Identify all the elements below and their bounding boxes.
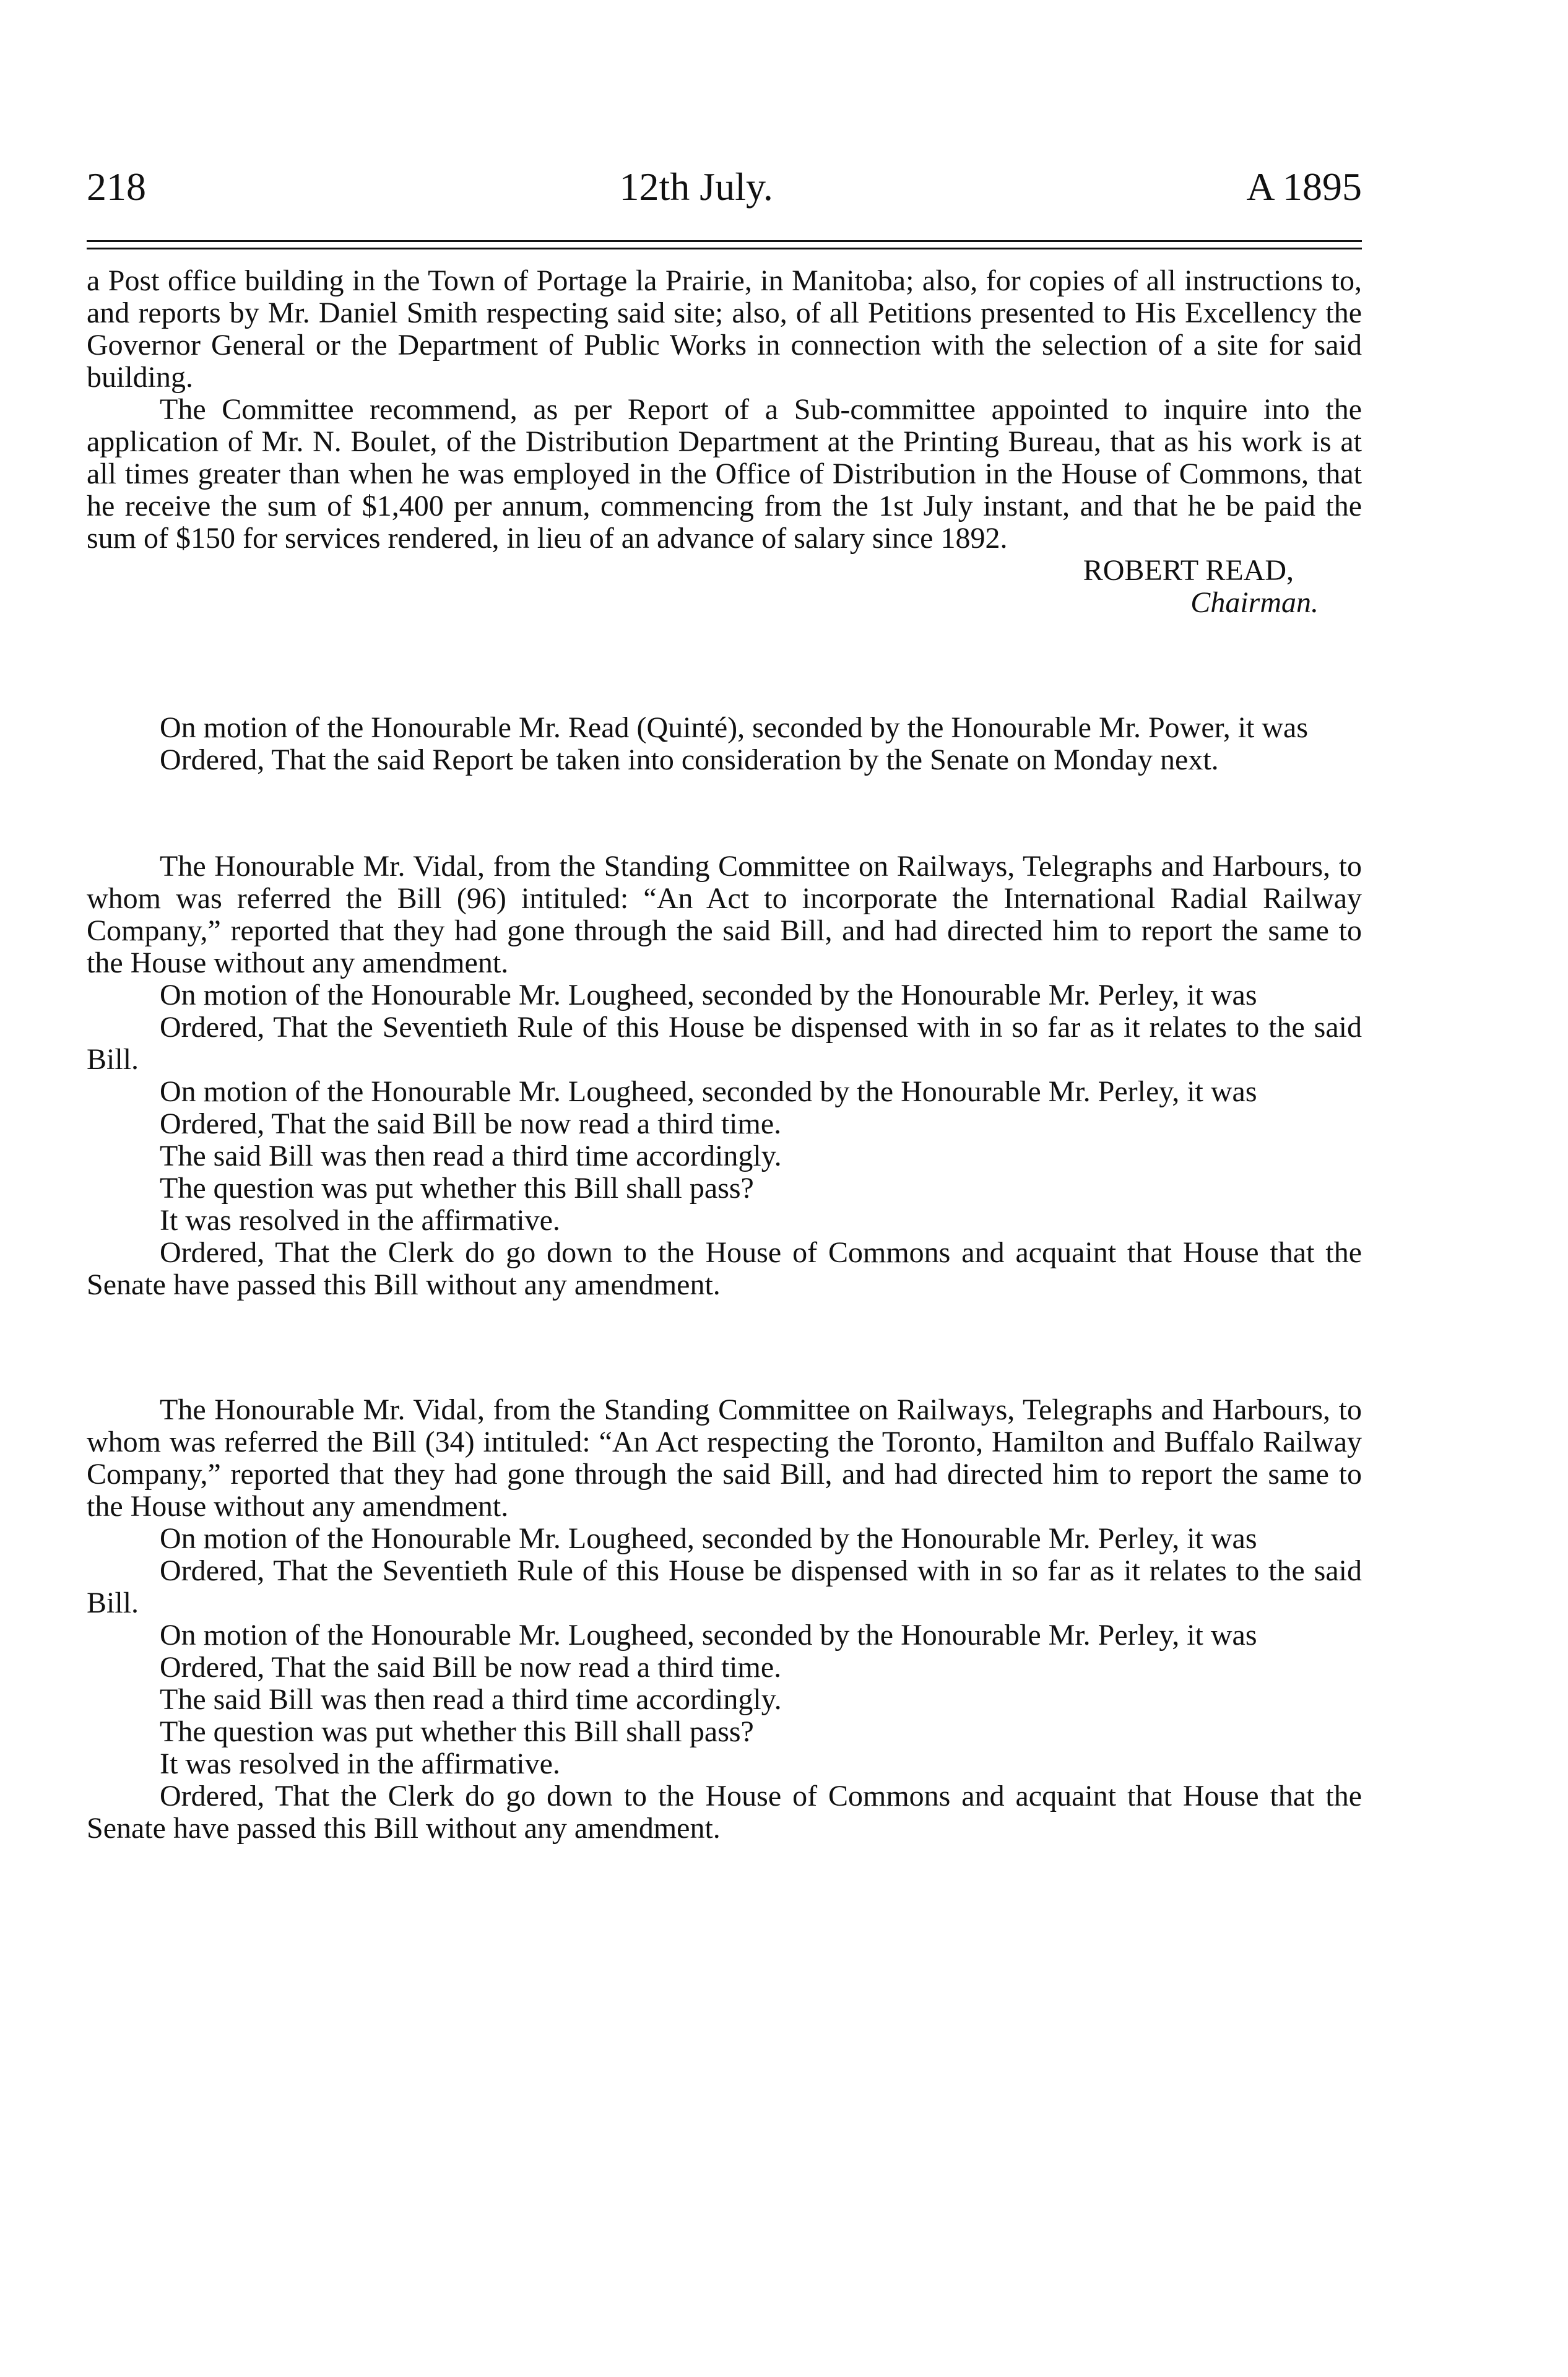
bill-report-paragraph: The Honourable Mr. Vidal, from the Standing Committee on Railways, Telegraphs and Harbours, to whom was referred the Bill (34) intituled: “An Act respecting the Toronto, Hamilton and Buffalo Railway Company,” reported that they had gone through the said Bill, and had directed him to report the same to the House without any amendment.	[87, 1393, 1362, 1523]
report-recommendation: The Committee recommend, as per Report of a Sub-committee appointed to inquire into the application of Mr. N. Boulet, of the Distribution Department at the Printing Bureau, that as his work is at all times greater than when he was employed in the Office of Distribution in the House of Commons, that he receive the sum of $1,400 per annum, commencing from the 1st July instant, and that he be paid the sum of $150 for services rendered, in lieu of an advance of salary since 1892.	[87, 393, 1362, 555]
question-paragraph: The question was put whether this Bill shall pass?	[160, 1172, 754, 1205]
page-year: A 1895	[1246, 165, 1362, 209]
bill-34-section	[87, 1394, 1362, 1845]
motion-paragraph: On motion of the Honourable Mr. Lougheed, seconded by the Honourable Mr. Perley, it was	[160, 1522, 1257, 1555]
section-spacer	[87, 1301, 1362, 1394]
ordered-paragraph: Ordered, That the Seventieth Rule of this House be dispensed with in so far as it relates to the said Bill.	[87, 1554, 1362, 1619]
motion-paragraph: On motion of the Honourable Mr. Lougheed, seconded by the Honourable Mr. Perley, it was	[160, 979, 1257, 1011]
report-continuation: a Post office building in the Town of Portage la Prairie, in Manitoba; also, for copies of all instructions to, and reports by Mr. Daniel Smith respecting said site; also, of all Petitions presented to His Excellency the Governor General or the Department of Public Works in connection with the selection of a site for said building.	[87, 264, 1362, 394]
committee-report-section	[87, 265, 1362, 619]
resolution-paragraph: It was resolved in the affirmative.	[160, 1204, 560, 1237]
ordered-paragraph: Ordered, That the Seventieth Rule of this House be dispensed with in so far as it relates to the said Bill.	[87, 1011, 1362, 1076]
ordered-paragraph: Ordered, That the Clerk do go down to the House of Commons and acquaint that House that the Senate have passed this Bill without any amendment.	[87, 1780, 1362, 1845]
ordered-paragraph: Ordered, That the said Bill be now read a third time.	[160, 1651, 782, 1684]
header-rule-top	[87, 240, 1362, 242]
bill-report-paragraph: The Honourable Mr. Vidal, from the Standing Committee on Railways, Telegraphs and Harbours, to whom was referred the Bill (96) intituled: “An Act to incorporate the International Radial Railway Company,” reported that they had gone through the said Bill, and had directed him to report the same to the House without any amendment.	[87, 850, 1362, 979]
signatory-name: ROBERT READ,	[1083, 554, 1294, 587]
third-reading-paragraph: The said Bill was then read a third time accordingly.	[160, 1683, 782, 1716]
question-paragraph: The question was put whether this Bill shall pass?	[160, 1715, 754, 1748]
ordered-paragraph: Ordered, That the said Report be taken into consideration by the Senate on Monday next.	[160, 743, 1219, 776]
ordered-paragraph: Ordered, That the said Bill be now read a third time.	[160, 1107, 782, 1140]
section-spacer	[87, 619, 1362, 712]
motion-paragraph: On motion of the Honourable Mr. Lougheed, seconded by the Honourable Mr. Perley, it was	[160, 1075, 1257, 1108]
motion-paragraph: On motion of the Honourable Mr. Lougheed, seconded by the Honourable Mr. Perley, it was	[160, 1619, 1257, 1652]
signatory-title: Chairman.	[1190, 586, 1319, 619]
section-spacer	[87, 776, 1362, 851]
report-motion-section	[87, 712, 1362, 776]
page-body	[87, 265, 1362, 1845]
page-header	[87, 167, 1362, 207]
ordered-paragraph: Ordered, That the Clerk do go down to the House of Commons and acquaint that House that the Senate have passed this Bill without any amendment.	[87, 1236, 1362, 1301]
third-reading-paragraph: The said Bill was then read a third time accordingly.	[160, 1140, 782, 1172]
bill-96-section	[87, 851, 1362, 1301]
header-rule-bottom	[87, 248, 1362, 249]
motion-paragraph: On motion of the Honourable Mr. Read (Quinté), seconded by the Honourable Mr. Power, it was	[160, 711, 1309, 744]
page-number: 218	[87, 165, 146, 209]
page-date: 12th July.	[619, 165, 773, 209]
resolution-paragraph: It was resolved in the affirmative.	[160, 1747, 560, 1780]
